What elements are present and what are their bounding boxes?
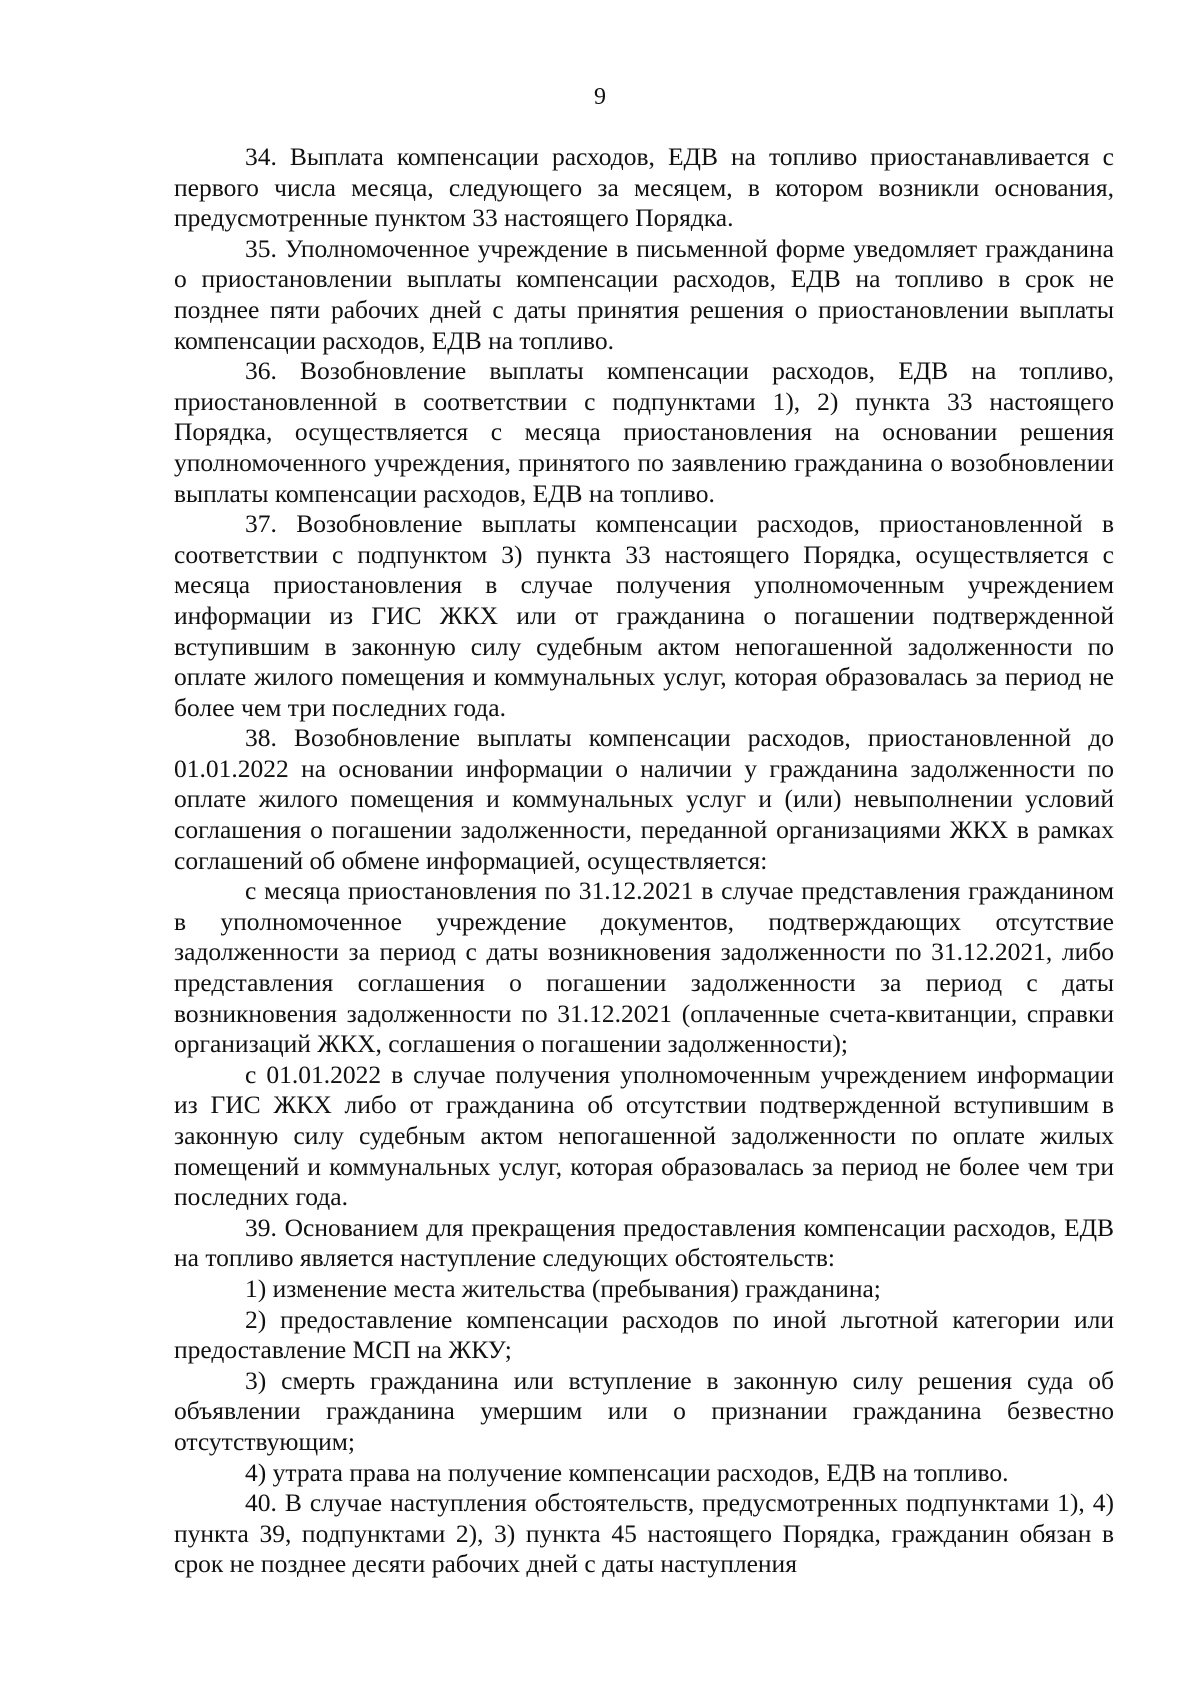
paragraph-39: 39. Основанием для прекращения предоставления компенсации расходов, ЕДВ на топливо является наступление следующих обстоятельств:	[174, 1212, 1114, 1273]
paragraph-39-item-4: 4) утрата права на получение компенсации расходов, ЕДВ на топливо.	[245, 1457, 1009, 1487]
paragraph-38-item-2: с 01.01.2022 в случае получения уполномоченным учреждением информации из ГИС ЖКХ либо от гражданина об отсутствии подтвержденной вступившим в законную силу судебным актом непогашенной задолженности по оплате жилых помещений и коммунальных услуг, которая образовалась за период не более чем три последних года.	[174, 1059, 1114, 1212]
paragraph-36: 36. Возобновление выплаты компенсации расходов, ЕДВ на топливо, приостановленной в соответствии с подпунктами 1), 2) пункта 33 настоящего Порядка, осуществляется с месяца приостановления на основании решения уполномоченного учреждения, принятого по заявлению гражданина о возобновлении выплаты компенсации расходов, ЕДВ на топливо.	[174, 356, 1114, 508]
paragraph-40: 40. В случае наступления обстоятельств, предусмотренных подпунктами 1), 4) пункта 39, подпунктами 2), 3) пункта 45 настоящего Порядка, гражданин обязан в срок не позднее десяти рабочих дней с даты наступления	[174, 1488, 1114, 1579]
paragraph-38-item-1: с месяца приостановления по 31.12.2021 в случае представления гражданином в уполномоченное учреждение документов, подтверждающих отсутствие задолженности за период с даты возникновения задолженности по 31.12.2021, либо представления соглашения о погашении задолженности за период с даты возникновения задолженности по 31.12.2021 (оплаченные счета-квитанции, справки организаций ЖКХ, соглашения о погашении задолженности);	[174, 876, 1114, 1059]
paragraph-39-item-3: 3) смерть гражданина или вступление в законную силу решения суда об объявлении гражданина умершим или о признании гражданина безвестно отсутствующим;	[174, 1365, 1114, 1456]
document-body	[174, 142, 1114, 1580]
paragraph-39-item-1: 1) изменение места жительства (пребывания) гражданина;	[245, 1273, 881, 1303]
paragraph-39-item-2: 2) предоставление компенсации расходов по иной льготной категории или предоставление МСП на ЖКУ;	[174, 1304, 1114, 1365]
paragraph-37: 37. Возобновление выплаты компенсации расходов, приостановленной в соответствии с подпунктом 3) пункта 33 настоящего Порядка, осуществляется с месяца приостановления в случае получения уполномоченным учреждением информации из ГИС ЖКХ или от гражданина о погашении подтвержденной вступившим в законную силу судебным актом непогашенной задолженности по оплате жилого помещения и коммунальных услуг, которая образовалась за период не более чем три последних года.	[174, 509, 1114, 722]
page-number: 9	[594, 84, 606, 110]
paragraph-38: 38. Возобновление выплаты компенсации расходов, приостановленной до 01.01.2022 на основании информации о наличии у гражданина задолженности по оплате жилого помещения и коммунальных услуг и (или) невыполнении условий соглашения о погашении задолженности, переданной организациями ЖКХ в рамках соглашений об обмене информацией, осуществляется:	[174, 723, 1114, 875]
paragraph-35: 35. Уполномоченное учреждение в письменной форме уведомляет гражданина о приостановлении выплаты компенсации расходов, ЕДВ на топливо в срок не позднее пяти рабочих дней с даты принятия решения о приостановлении выплаты компенсации расходов, ЕДВ на топливо.	[174, 233, 1114, 355]
paragraph-34: 34. Выплата компенсации расходов, ЕДВ на топливо приостанавливается с первого числа месяца, следующего за месяцем, в котором возникли основания, предусмотренные пунктом 33 настоящего Порядка.	[174, 142, 1114, 233]
